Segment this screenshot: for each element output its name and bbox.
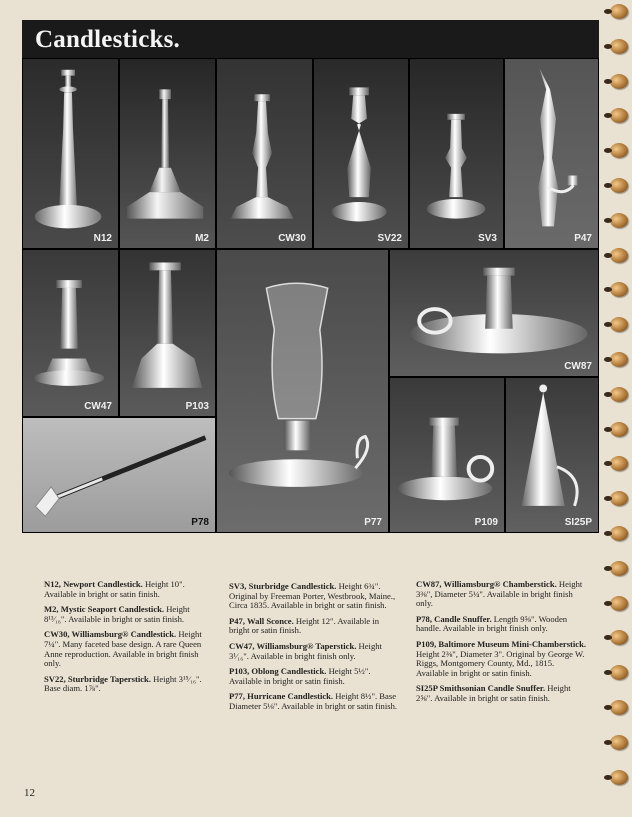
product-description <box>44 580 214 599</box>
binder-ring <box>610 700 628 715</box>
photo-grid <box>22 20 599 533</box>
photo-cw30 <box>216 58 313 249</box>
candlestick-sv22-image <box>314 59 408 248</box>
product-heading: CW87, Williamsburg® Chamberstick. <box>416 579 557 589</box>
candlestick-m2-image <box>120 59 215 248</box>
product-code: CW87 <box>564 361 592 372</box>
candlestick-sv3-image <box>410 59 503 248</box>
product-description <box>416 615 588 634</box>
taperstick-cw47-image <box>23 250 118 416</box>
product-code: P47 <box>574 233 592 244</box>
product-heading: P103, Oblong Candlestick. <box>229 666 327 677</box>
photo-cw47 <box>22 249 119 417</box>
product-description <box>416 640 588 678</box>
binder-ring <box>610 352 628 367</box>
snuffer-p78-image <box>23 418 215 532</box>
product-description <box>44 675 214 694</box>
product-details: Height 3¹⁄₁₆". Available in bright finish only. <box>229 640 382 661</box>
product-description <box>229 642 401 661</box>
product-heading: SV22, Sturbridge Taperstick. <box>44 673 151 684</box>
product-description <box>416 684 588 703</box>
chamberstick-cw87-image <box>390 250 598 376</box>
photo-p78 <box>22 417 216 533</box>
photo-p47 <box>504 58 599 249</box>
product-description <box>416 580 588 609</box>
hurricane-p77-image <box>217 250 388 532</box>
product-details: Height 3⅜", Diameter 5¼". Available in bright finish only. <box>416 579 583 609</box>
product-details: Height 12". Available in bright or satin finish. <box>229 615 379 636</box>
binder-ring <box>610 143 628 158</box>
product-heading: CW30, Williamsburg® Candlestick. <box>44 629 177 640</box>
product-code: SV22 <box>377 233 402 244</box>
product-details: Height 2⅜", Diameter 3". Original by George W. Riggs, Montgomery County, Md., 1815. Available in bright or satin finish. <box>416 648 585 678</box>
product-description <box>229 582 401 611</box>
product-details: Height 3¹⁵⁄₁₆". Base diam. 1⅞". <box>44 673 202 694</box>
product-code: CW47 <box>84 401 112 412</box>
description-column-1 <box>44 580 214 700</box>
product-code: CW30 <box>278 233 306 244</box>
candlestick-p103-image <box>120 250 215 416</box>
product-code: P78 <box>191 517 209 528</box>
binder-ring <box>610 387 628 402</box>
product-details: Height 10". Available in bright or satin finish. <box>44 579 185 599</box>
product-code: M2 <box>195 233 209 244</box>
binder-ring <box>610 526 628 541</box>
binder-ring <box>610 422 628 437</box>
binder-ring <box>610 178 628 193</box>
binder-ring <box>610 456 628 471</box>
sconce-p47-image <box>505 59 598 248</box>
binder-ring <box>610 596 628 611</box>
product-code: P77 <box>364 517 382 528</box>
binder-ring <box>610 282 628 297</box>
chamberstick-p109-image <box>390 378 504 532</box>
product-details: Height 7¼". Many faceted base design. A rare Queen Anne reproduction. Available in bright finish only. <box>44 629 202 669</box>
page-number: 12 <box>24 787 35 799</box>
photo-sv3 <box>409 58 504 249</box>
product-description <box>229 692 401 711</box>
binder-ring <box>610 248 628 263</box>
binder-ring <box>610 39 628 54</box>
product-code: SI25P <box>564 517 592 528</box>
product-description <box>44 605 214 624</box>
binder-ring <box>610 665 628 680</box>
candlestick-n12-image <box>23 59 118 248</box>
product-details: Height 2⅝". Available in bright or satin finish. <box>416 683 571 703</box>
product-details: Height 8¹³⁄₁₆". Available in bright or satin finish. <box>44 604 190 624</box>
product-description <box>44 630 214 668</box>
binder-ring <box>610 735 628 750</box>
photo-p109 <box>389 377 505 533</box>
product-description <box>229 617 401 636</box>
photo-p77 <box>216 249 389 533</box>
candlestick-cw30-image <box>217 59 312 248</box>
binder-ring <box>610 74 628 89</box>
product-heading: M2, Mystic Seaport Candlestick. <box>44 604 165 615</box>
photo-p103 <box>119 249 216 417</box>
photo-sv22 <box>313 58 409 249</box>
product-heading: P47, Wall Sconce. <box>229 615 294 626</box>
snuffer-si25p-image <box>506 378 598 532</box>
title-bar <box>22 20 599 58</box>
product-heading: CW47, Williamsburg® Taperstick. <box>229 640 357 651</box>
product-heading: P78, Candle Snuffer. <box>416 613 492 624</box>
binder-ring <box>610 630 628 645</box>
product-details: Length 9⅝". Wooden handle. Available in bright finish only. <box>416 613 568 634</box>
binder-ring <box>610 491 628 506</box>
binder-ring <box>610 108 628 123</box>
binder-ring <box>610 561 628 576</box>
product-details: Height 5½". Available in bright or satin finish. <box>229 666 371 686</box>
product-code: N12 <box>93 233 112 244</box>
product-code: SV3 <box>478 233 497 244</box>
page-title: Candlesticks. <box>35 26 180 53</box>
description-column-2 <box>229 582 401 718</box>
product-heading: SV3, Sturbridge Candlestick. <box>229 581 337 591</box>
binder-ring <box>610 4 628 19</box>
product-details: Height 6¾". Original by Freeman Porter, Westbrook, Maine., Circa 1835. Available in bright or satin finish. <box>229 581 396 611</box>
binder-ring <box>610 213 628 228</box>
product-details: Height 8½". Base Diameter 5⅛". Available in bright or satin finish. <box>229 691 398 711</box>
product-heading: P77, Hurricane Candlestick. <box>229 691 334 702</box>
product-heading: P109, Baltimore Museum Mini-Chamberstick. <box>416 638 587 649</box>
binder-ring <box>610 770 628 785</box>
product-heading: SI25P Smithsonian Candle Snuffer. <box>416 683 546 694</box>
binder-rings <box>606 0 632 817</box>
product-code: P103 <box>185 401 209 412</box>
product-heading: N12, Newport Candlestick. <box>44 579 143 589</box>
photo-n12 <box>22 58 119 249</box>
photo-si25p <box>505 377 599 533</box>
product-code: P109 <box>474 517 498 528</box>
product-description <box>229 667 401 686</box>
photo-cw87 <box>389 249 599 377</box>
description-column-3 <box>416 580 588 710</box>
binder-ring <box>610 317 628 332</box>
photo-m2 <box>119 58 216 249</box>
